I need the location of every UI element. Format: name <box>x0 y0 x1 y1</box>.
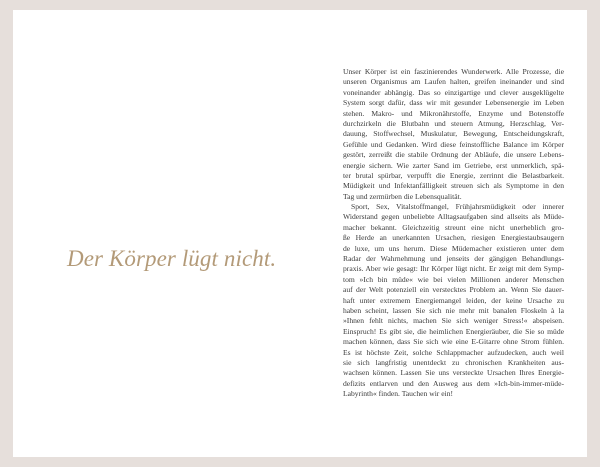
text-line: unseren Organismus am Laufen halten, greifen ineinander und sind <box>343 77 564 87</box>
chapter-heading: Der Körper lügt nicht. <box>67 246 277 271</box>
text-line: System sorgt dafür, dass wir mit gesunder Lebensenergie im Leben <box>343 98 564 108</box>
text-line: dauung, Stoffwechsel, Muskulatur, Bewegung, Entscheidungskraft, <box>343 129 564 139</box>
text-line: Einspruch! Es gibt sie, die heimlichen Energieräuber, die Sie so müde <box>343 326 564 336</box>
text-line: wachsen können. Lassen Sie uns versteckte Ursachen Ihres Energie- <box>343 368 564 378</box>
text-line: Widerstand gegen unbeliebte Alltagsaufgaben sind allseits als Müde- <box>343 212 564 222</box>
text-line: Gefühle und Gedanken. Wird diese feinstoffliche Balance im Körper <box>343 139 564 149</box>
text-line: »Ihnen fehlt nichts, machen Sie sich weniger Stress!« abspeisen. <box>343 316 564 326</box>
paragraph <box>343 67 564 202</box>
text-line: tom »Ich bin müde« wie bei vielen Millionen anderer Menschen <box>343 274 564 284</box>
text-line: stehen. Makro- und Mikronährstoffe, Enzyme und Botenstoffe <box>343 108 564 118</box>
book-spread <box>13 10 587 457</box>
text-line: sie sich langfristig unentdeckt zu chronischen Krankheiten aus- <box>343 357 564 367</box>
text-line: haft unter extremem Energiemangel leiden, der keine Ursache zu <box>343 295 564 305</box>
text-line: Labyrinth« finden. Tauchen wir ein! <box>343 389 454 399</box>
paragraph <box>343 202 564 399</box>
text-line: durchzirkeln die Blutbahn und steuern Atmung, Herzschlag, Ver- <box>343 118 564 128</box>
body-text <box>343 67 564 400</box>
text-line: de luxe, um uns herum. Diese Müdemacher existieren unter dem <box>343 243 564 253</box>
text-line: voneinander abhängig. Das so einzigartige und clever ausgeklügelte <box>343 87 564 97</box>
text-line: energie sichern. Wie zarter Sand im Getriebe, erst unmerklich, spä- <box>343 160 564 170</box>
text-line: Tag und zermürben die Lebensqualität. <box>343 191 462 201</box>
text-line: gestört, zerreißt die stabile Ordnung der Abläufe, die unsere Lebens- <box>343 150 564 160</box>
text-line: ter brutal spürbar, verpufft die Energie, zerrinnt die Belastbarkeit. <box>343 170 564 180</box>
text-line: machen können, dass Sie sich wie eine E-Gitarre ohne Strom fühlen. <box>343 337 564 347</box>
text-line: Müdigkeit und Infektanfälligkeit streuen sich als Symptome in den <box>343 181 564 191</box>
text-line: Sport, Sex, Vitalstoffmangel, Frühjahrsmüdigkeit oder innerer <box>351 202 564 212</box>
text-line: macher bekannt. Gleichzeitig streunt eine nicht unerheblich gro- <box>343 222 564 232</box>
text-line: Radar der Wahrnehmung und jenseits der gängigen Behandlungs- <box>343 254 564 264</box>
text-line: ße Herde an unerkannten Ursachen, riesigen Energiestaubsaugern <box>343 233 564 243</box>
text-line: auf der Welt potenziell ein verstecktes Problem an. Wenn Sie dauer- <box>343 285 564 295</box>
text-line: Es ist höchste Zeit, solche Schlappmacher aufzudecken, auch weil <box>343 347 564 357</box>
text-line: haben scheint, lassen Sie sich nie mehr mit banalen Floskeln à la <box>343 305 564 315</box>
text-line: defizits entlarven und den Ausweg aus dem »Ich-bin-immer-müde- <box>343 378 564 388</box>
text-line: Unser Körper ist ein faszinierendes Wunderwerk. Alle Prozesse, die <box>343 67 564 76</box>
text-line: praxis. Aber wie gesagt: Ihr Körper lügt nicht. Er zeigt mit dem Symp- <box>343 264 564 274</box>
